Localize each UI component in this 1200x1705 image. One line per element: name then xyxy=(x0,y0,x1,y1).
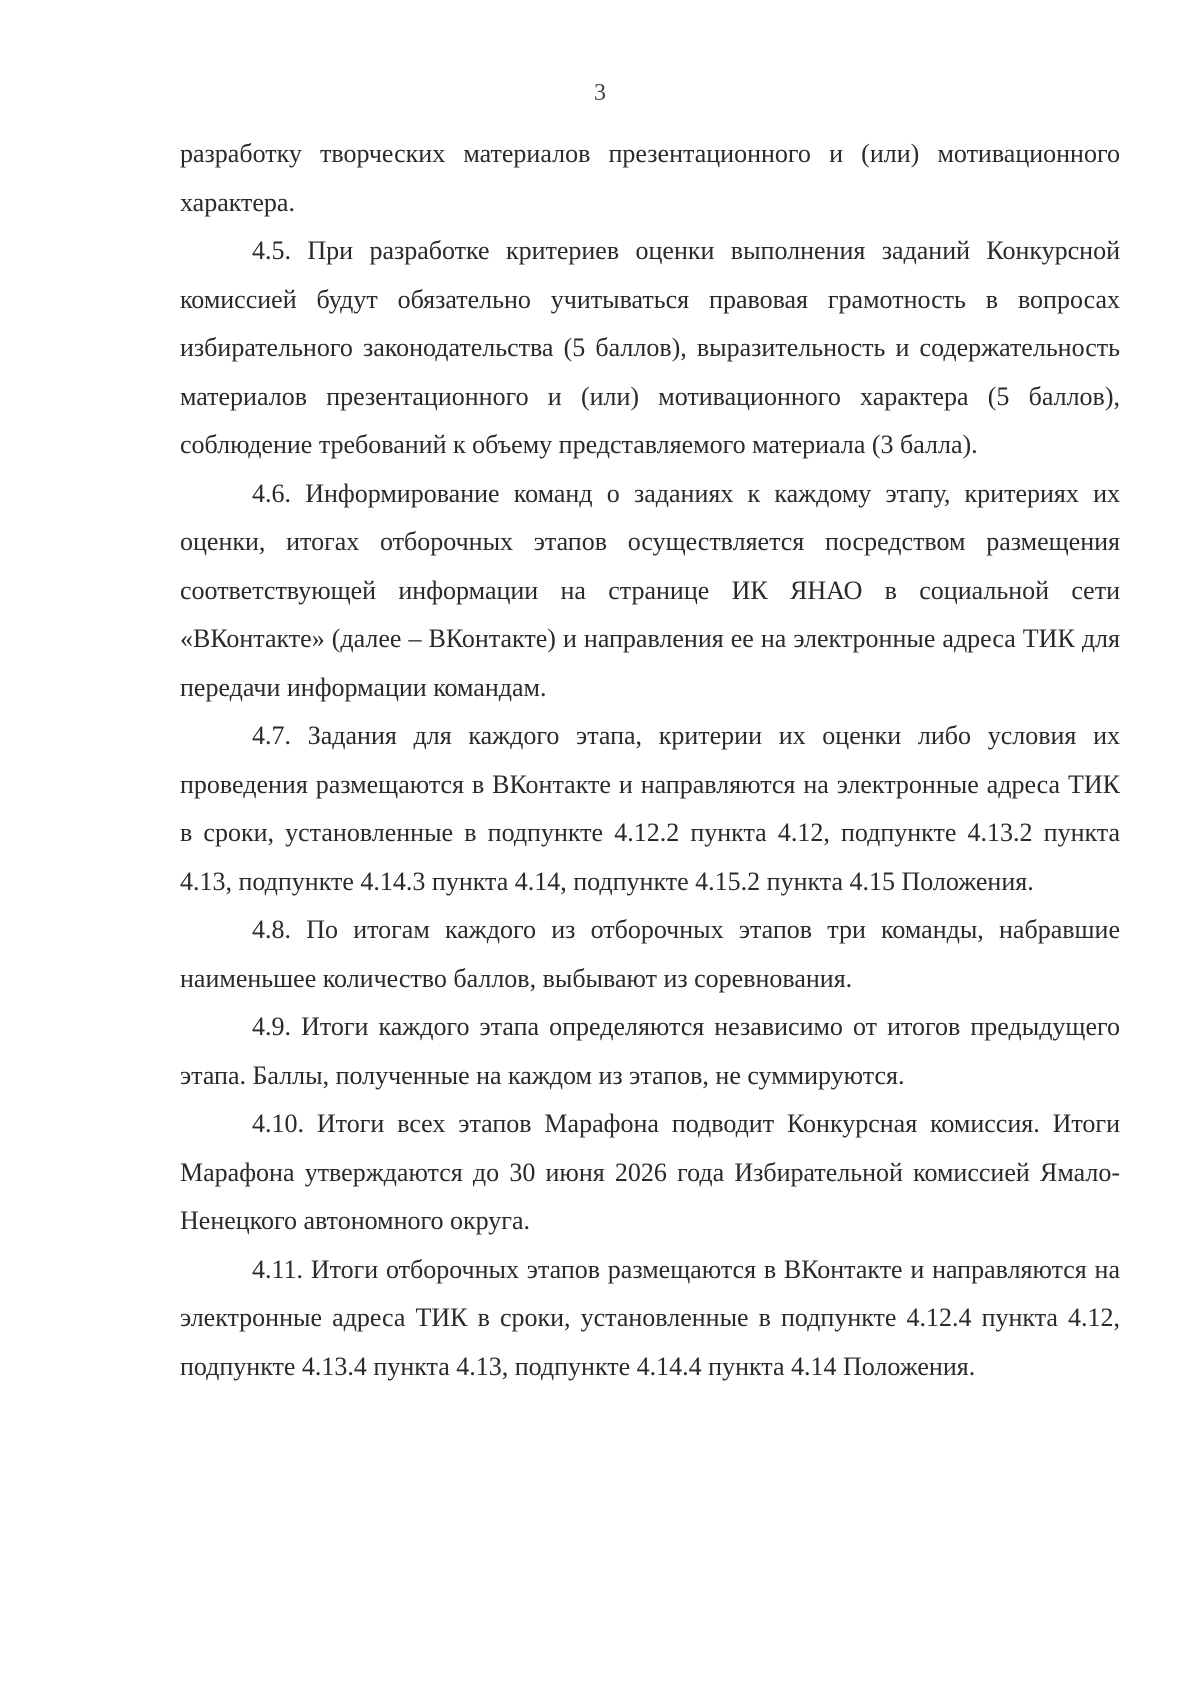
paragraph-4-10: 4.10. Итоги всех этапов Марафона подводит Конкурсная комиссия. Итоги Марафона утверждаются до 30 июня 2026 года Избирательной комиссией Ямало-Ненецкого автономного округа. xyxy=(180,1109,1120,1235)
paragraph-4-9: 4.9. Итоги каждого этапа определяются независимо от итогов предыдущего этапа. Баллы, полученные на каждом из этапов, не суммируются. xyxy=(180,1012,1120,1090)
paragraph-4-7: 4.7. Задания для каждого этапа, критерии их оценки либо условия их проведения размещаются в ВКонтакте и направляются на электронные адреса ТИК в сроки, установленные в подпункте 4.12.2 пункта 4.12, подпункте 4.13.2 пункта 4.13, подпункте 4.14.3 пункта 4.14, подпункте 4.15.2 пункта 4.15 Положения. xyxy=(180,721,1120,896)
paragraph-4-6: 4.6. Информирование команд о заданиях к каждому этапу, критериях их оценки, итогах отборочных этапов осуществляется посредством размещения соответствующей информации на странице ИК ЯНАО в социальной сети «ВКонтакте» (далее – ВКонтакте) и направления ее на электронные адреса ТИК для передачи информации командам. xyxy=(180,478,1120,702)
document-body xyxy=(180,130,1120,1391)
paragraph-4-8: 4.8. По итогам каждого из отборочных этапов три команды, набравшие наименьшее количество баллов, выбывают из соревнования. xyxy=(180,915,1120,993)
paragraph-continuation: разработку творческих материалов презентационного и (или) мотивационного характера. xyxy=(180,139,1120,217)
paragraph-4-5: 4.5. При разработке критериев оценки выполнения заданий Конкурсной комиссией будут обязательно учитываться правовая грамотность в вопросах избирательного законодательства (5 баллов), выразительность и содержательность материалов презентационного и (или) мотивационного характера (5 баллов), соблюдение требований к объему представляемого материала (3 балла). xyxy=(180,236,1120,459)
page-number: 3 xyxy=(594,80,606,106)
paragraph-4-11: 4.11. Итоги отборочных этапов размещаются в ВКонтакте и направляются на электронные адреса ТИК в сроки, установленные в подпункте 4.12.4 пункта 4.12, подпункте 4.13.4 пункта 4.13, подпункте 4.14.4 пункта 4.14 Положения. xyxy=(180,1254,1120,1381)
